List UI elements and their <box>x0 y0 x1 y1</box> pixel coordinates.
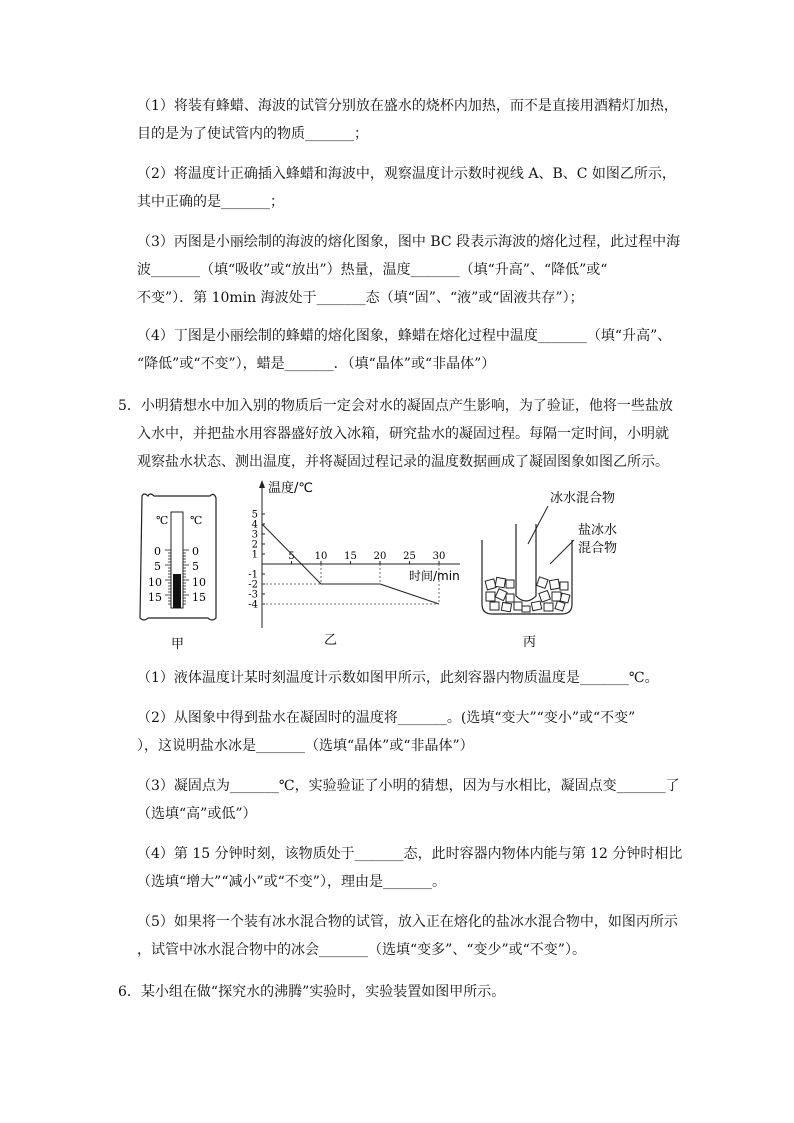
y-axis-arrow <box>259 480 265 488</box>
q5-stem-line1: 5．小明猜想水中加入别的物质后一定会对水的凝固点产生影响，为了验证，他将一些盐放 <box>118 398 673 414</box>
label-mixture: 混合物 <box>578 541 618 556</box>
q4-p2-line1: （2）将温度计正确插入蜂蜡和海波中，观察温度计示数时视线 A、B、C 如图乙所示， <box>137 166 676 182</box>
thermo-left-15: 15 <box>148 591 162 604</box>
q5-stem-line2: 入水中，并把盐水用容器盛好放入冰箱，研究盐水的凝固过程。每隔一定时间，小明就 <box>137 426 669 442</box>
thermometer-figure <box>136 490 220 660</box>
x-tick-label: 20 <box>373 551 387 562</box>
q4-p4-line2: “降低”或“不变”），蜡是_______．（填“晶体”或“非晶体”） <box>137 356 496 372</box>
label-ice-water-mixture: 冰水混合物 <box>550 491 616 506</box>
q5-p2-line1: （2）从图象中得到盐水在凝固时的温度将_______。(选填“变大”“变小”或“不变” <box>137 710 636 726</box>
x-axis-label: 时间/min <box>409 569 460 583</box>
thermo-left-10: 10 <box>148 576 162 589</box>
y-tick-label: -1 <box>248 569 258 581</box>
thermo-right-15: 15 <box>192 591 206 604</box>
x-tick-label: 25 <box>403 551 416 562</box>
q4-p4-line1: （4）丁图是小丽绘制的蜂蜡的熔化图象，蜂蜡在熔化过程中温度_______（填“升高”、 <box>137 328 672 344</box>
y-tick-label: -2 <box>248 579 258 591</box>
q5-stem-line3: 观察盐水状态、测出温度，并将凝固过程记录的温度数据画成了凝固图象如图乙所示。 <box>137 454 669 470</box>
q5-p3-line2: （选填“高”或低”） <box>137 806 257 822</box>
q4-p2-line2: 其中正确的是_______； <box>137 194 284 210</box>
y-tick-label: 1 <box>251 549 258 561</box>
ice-cubes <box>485 577 570 612</box>
thermo-liquid-column <box>173 574 181 608</box>
label-salt-ice-water: 盐冰水 <box>578 523 618 538</box>
caption-yi: 乙 <box>324 633 338 648</box>
beaker-figure <box>470 484 660 660</box>
y-tick-label: -3 <box>248 589 258 601</box>
q4-p3-line1: （3）丙图是小丽绘制的海波的熔化图象，图中 BC 段表示海波的熔化过程，此过程中海 <box>137 234 681 250</box>
thermo-left-0: 0 <box>154 545 161 558</box>
q5-p4-line1: （4）第 15 分钟时刻，该物质处于_______态，此时容器内物体内能与第 12 分钟时相比 <box>137 846 683 862</box>
x-tick-label: 15 <box>344 551 357 562</box>
y-tick-label: 2 <box>251 539 258 551</box>
x-tick-label: 30 <box>432 551 446 562</box>
q4-p3-line2: 波_______（填“吸收”或“放出”）热量，温度_______（填“升高”、“降低”或“ <box>137 262 608 278</box>
thermo-unit-right: ℃ <box>190 514 203 527</box>
y-tick-label: 4 <box>251 519 258 531</box>
cooling-curve-chart <box>246 476 476 662</box>
caption-bing: 丙 <box>523 635 537 650</box>
x-tick-label: 10 <box>314 551 328 562</box>
x-tick-label: 5 <box>288 551 295 562</box>
q4-p1-line2: 目的是为了使试管内的物质_______； <box>137 126 368 142</box>
q4-p3-line3: 不变”）．第 10min 海波处于_______态（填“固”、“液”或“固液共存”）； <box>137 290 584 306</box>
y-tick-label: 5 <box>251 509 258 521</box>
thermo-unit-left: ℃ <box>156 514 169 527</box>
thermo-right-10: 10 <box>192 576 206 589</box>
q5-p4-line2: （选填“增大”“减小”或“不变”），理由是_______。 <box>137 874 446 890</box>
q5-p3-line1: （3）凝固点为_______℃，实验验证了小明的猜想，因为与水相比，凝固点变_______了 <box>137 778 680 794</box>
q5-p5-line2: ，试管中冰水混合物中的冰会_______（选填“变多”、“变少”或“不变”）。 <box>137 942 586 958</box>
thermo-right-0: 0 <box>192 545 199 558</box>
caption-jia: 甲 <box>171 637 185 652</box>
q5-p2-line2: ），这说明盐水冰是_______（选填“晶体”或“非晶体”） <box>137 738 474 754</box>
x-ticks <box>288 551 445 564</box>
q6-stem-line1: 6．某小组在做“探究水的沸腾”实验时，实验装置如图甲所示。 <box>118 984 506 1000</box>
thermo-right-5: 5 <box>192 560 199 573</box>
q5-p5-line1: （5）如果将一个装有冰水混合物的试管，放入正在熔化的盐冰水混合物中，如图丙所示 <box>137 914 678 930</box>
thermo-left-5: 5 <box>154 560 161 573</box>
q5-p1-line1: （1）液体温度计某时刻温度计示数如图甲所示，此刻容器内物质温度是_______℃。 <box>137 670 659 686</box>
y-tick-label: -4 <box>248 599 258 611</box>
y-axis-label: 温度/℃ <box>268 481 313 496</box>
y-tick-label: 3 <box>251 529 258 541</box>
q4-p1-line1: （1）将装有蜂蜡、海波的试管分别放在盛水的烧杯内加热，而不是直接用酒精灯加热， <box>137 98 678 114</box>
